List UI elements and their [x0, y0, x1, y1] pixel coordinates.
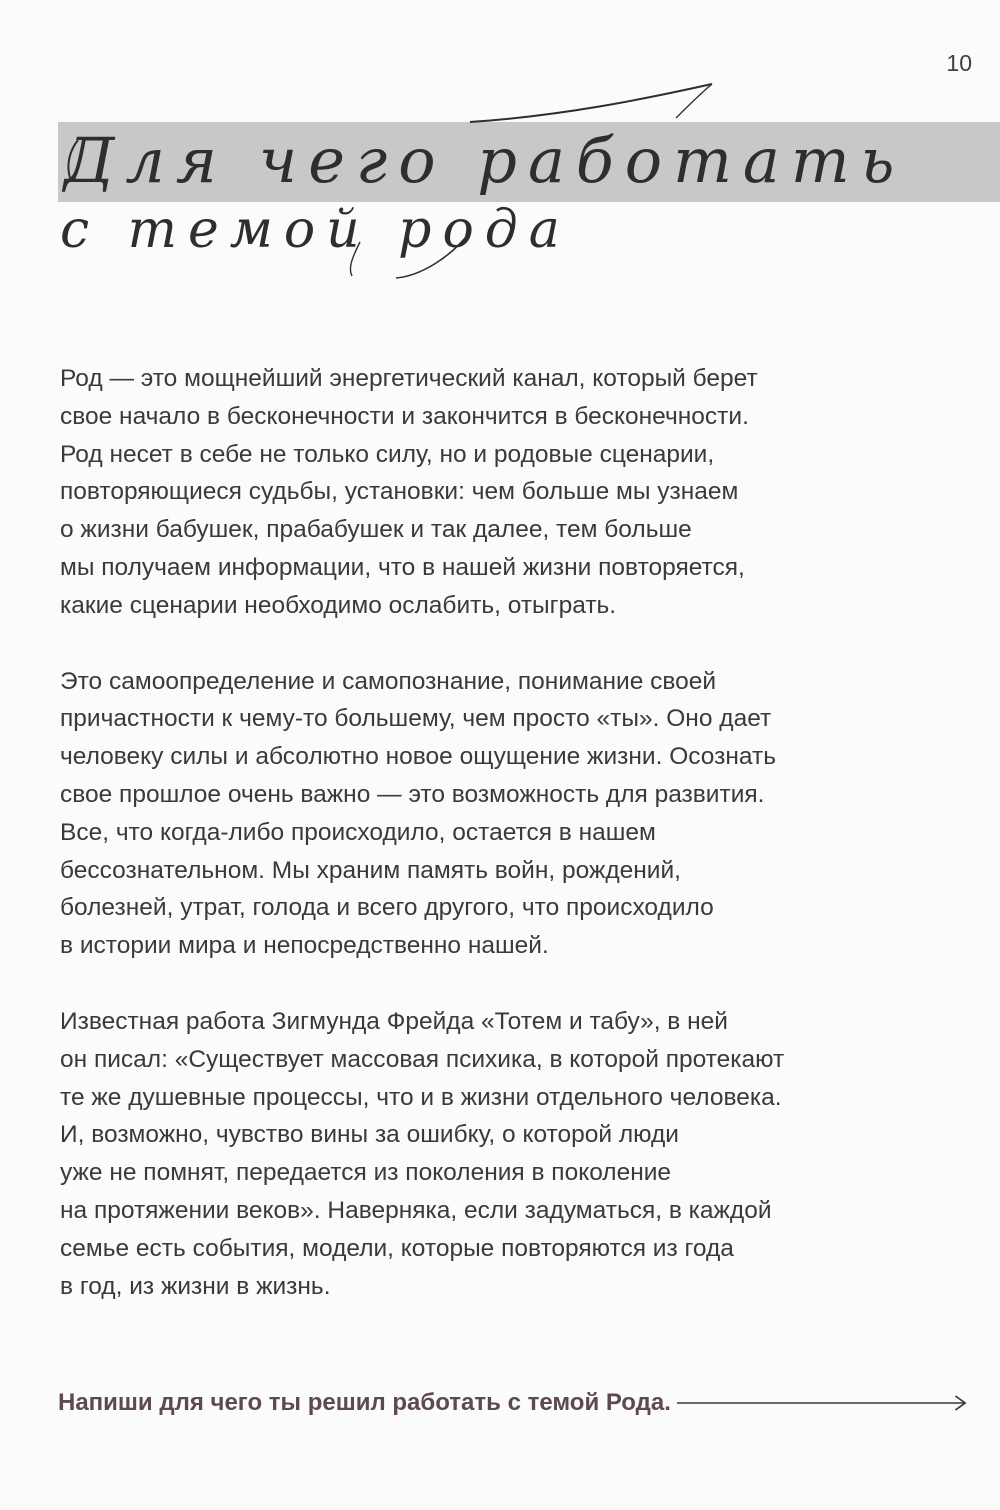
paragraph-3: Известная работа Зигмунда Фрейда «Тотем и табу», в ней он писал: «Существует массовая психика, в которой протекают те же душевные процессы, что и в жизни отдельного человека. И, возможно, чувство вины за ошибку, о которой люди уже не помнят, передается из поколения в поколение на протяжении веков». Наверняка, если задуматься, в каждой семье есть события, модели, которые повторяются из года в год, из жизни в жизнь.: [60, 1007, 785, 1300]
cta-prompt: [58, 1386, 970, 1420]
page-title-line-2: с темой рода: [60, 200, 571, 260]
paragraph-2: Это самоопределение и самопознание, понимание своей причастности к чему-то большему, чем просто «ты». Оно дает человеку силы и абсолютно новое ощущение жизни. Осознать свое прошлое очень важно — это возможность для развития. Все, что когда-либо происходило, остается в нашем бессознательном. Мы храним память войн, рождений, болезней, утрат, голода и всего другого, что происходило в истории мира и непосредственно нашей.: [60, 667, 776, 960]
arrow-right-icon: [677, 1393, 970, 1413]
page-number: 10: [946, 50, 972, 76]
paragraph-1: Род — это мощнейший энергетический канал, который берет свое начало в бесконечности и закончится в бесконечности. Род несет в себе не только силу, но и родовые сценарии, повторяющиеся судьбы, установки: чем больше мы узнаем о жизни бабушек, прабабушек и так далее, тем больше мы получаем информации, что в нашей жизни повторяется, какие сценарии необходимо ослабить, отыграть.: [60, 365, 758, 619]
cta-text: Напиши для чего ты решил работать с темой Рода.: [58, 1389, 671, 1416]
body-text: [60, 360, 880, 1343]
page-title-line-1: Для чего работать: [64, 124, 906, 197]
